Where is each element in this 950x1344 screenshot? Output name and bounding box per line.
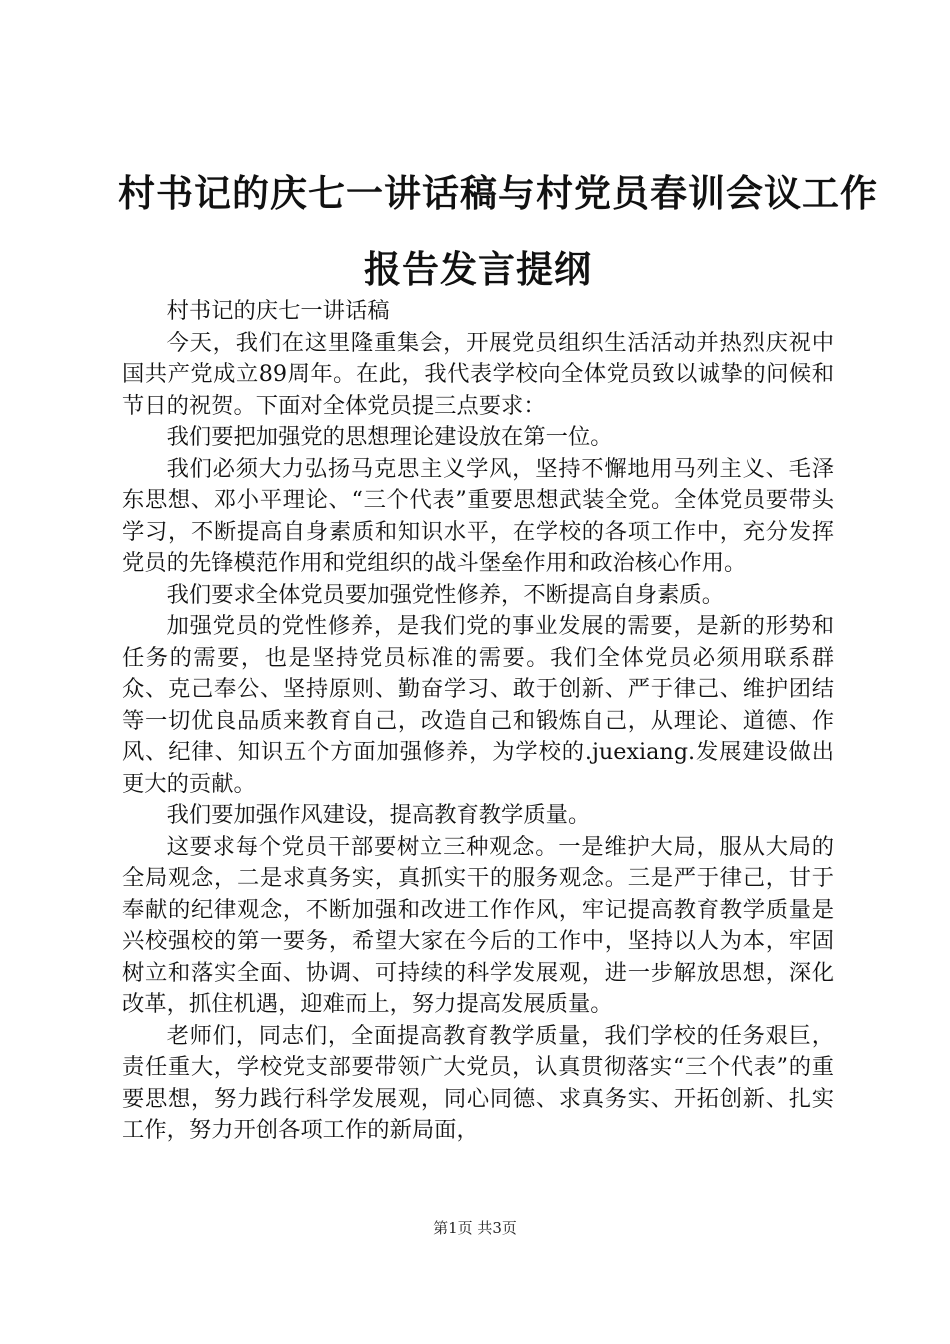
paragraph-point-three-detail: 这要求每个党员干部要树立三种观念。一是维护大局，服从大局的全局观念，二是求真务实，真抓实干的服务观念。三是严于律己，甘于奉献的纪律观念，不断加强和改进工作作风，牢记提高教育教学质量是兴校强校的第一要务，希望大家在今后的工作中，坚持以人为本，牢固树立和落实全面、协调、可持续的科学发展观，进一步解放思想，深化改革，抓住机遇，迎难而上，努力提高发展质量。	[122, 833, 834, 1017]
paragraph-point-two-detail: 加强党员的党性修养，是我们党的事业发展的需要，是新的形势和任务的需要，也是坚持党员标准的需要。我们全体党员必须用联系群众、克己奉公、坚持原则、勤奋学习、敢于创新、严于律己、维护团结等一切优良品质来教育自己，改造自己和锻炼自己，从理论、道德、作风、纪律、知识五个方面加强修养，为学校的.juexiang.发展建设做出更大的贡献。	[122, 613, 834, 797]
paragraph-speech-heading: 村书记的庆七一讲话稿	[166, 298, 390, 324]
paragraph-point-one-detail: 我们必须大力弘扬马克思主义学风，坚持不懈地用马列主义、毛泽东思想、邓小平理论、“三个代表”重要思想武装全党。全体党员要带头学习，不断提高自身素质和知识水平，在学校的各项工作中，充分发挥党员的先锋模范作用和党组织的战斗堡垒作用和政治核心作用。	[122, 455, 834, 576]
paragraph-point-two: 我们要求全体党员要加强党性修养，不断提高自身素质。	[166, 581, 725, 608]
paragraph-point-three: 我们要加强作风建设，提高教育教学质量。	[166, 802, 591, 828]
paragraph-opening: 今天，我们在这里隆重集会，开展党员组织生活活动并热烈庆祝中国共产党成立89周年。在此，我代表学校向全体党员致以诚挚的问候和节日的祝贺。下面对全体党员提三点要求：	[122, 329, 834, 419]
title-line-1: 村书记的庆七一讲话稿与村党员春训会议工作	[118, 171, 878, 215]
document-title	[118, 155, 878, 307]
page-footer: 第1页 共3页	[433, 1219, 517, 1237]
paragraph-point-one: 我们要把加强党的思想理论建设放在第一位。	[166, 424, 613, 450]
document-body	[122, 296, 834, 1147]
title-line-2: 报告发言提纲	[364, 247, 592, 291]
paragraph-closing: 老师们，同志们，全面提高教育教学质量，我们学校的任务艰巨，责任重大，学校党支部要带领广大党员，认真贯彻落实“三个代表”的重要思想，努力践行科学发展观，同心同德、求真务实、开拓创新、扎实工作，努力开创各项工作的新局面，	[122, 1022, 834, 1143]
